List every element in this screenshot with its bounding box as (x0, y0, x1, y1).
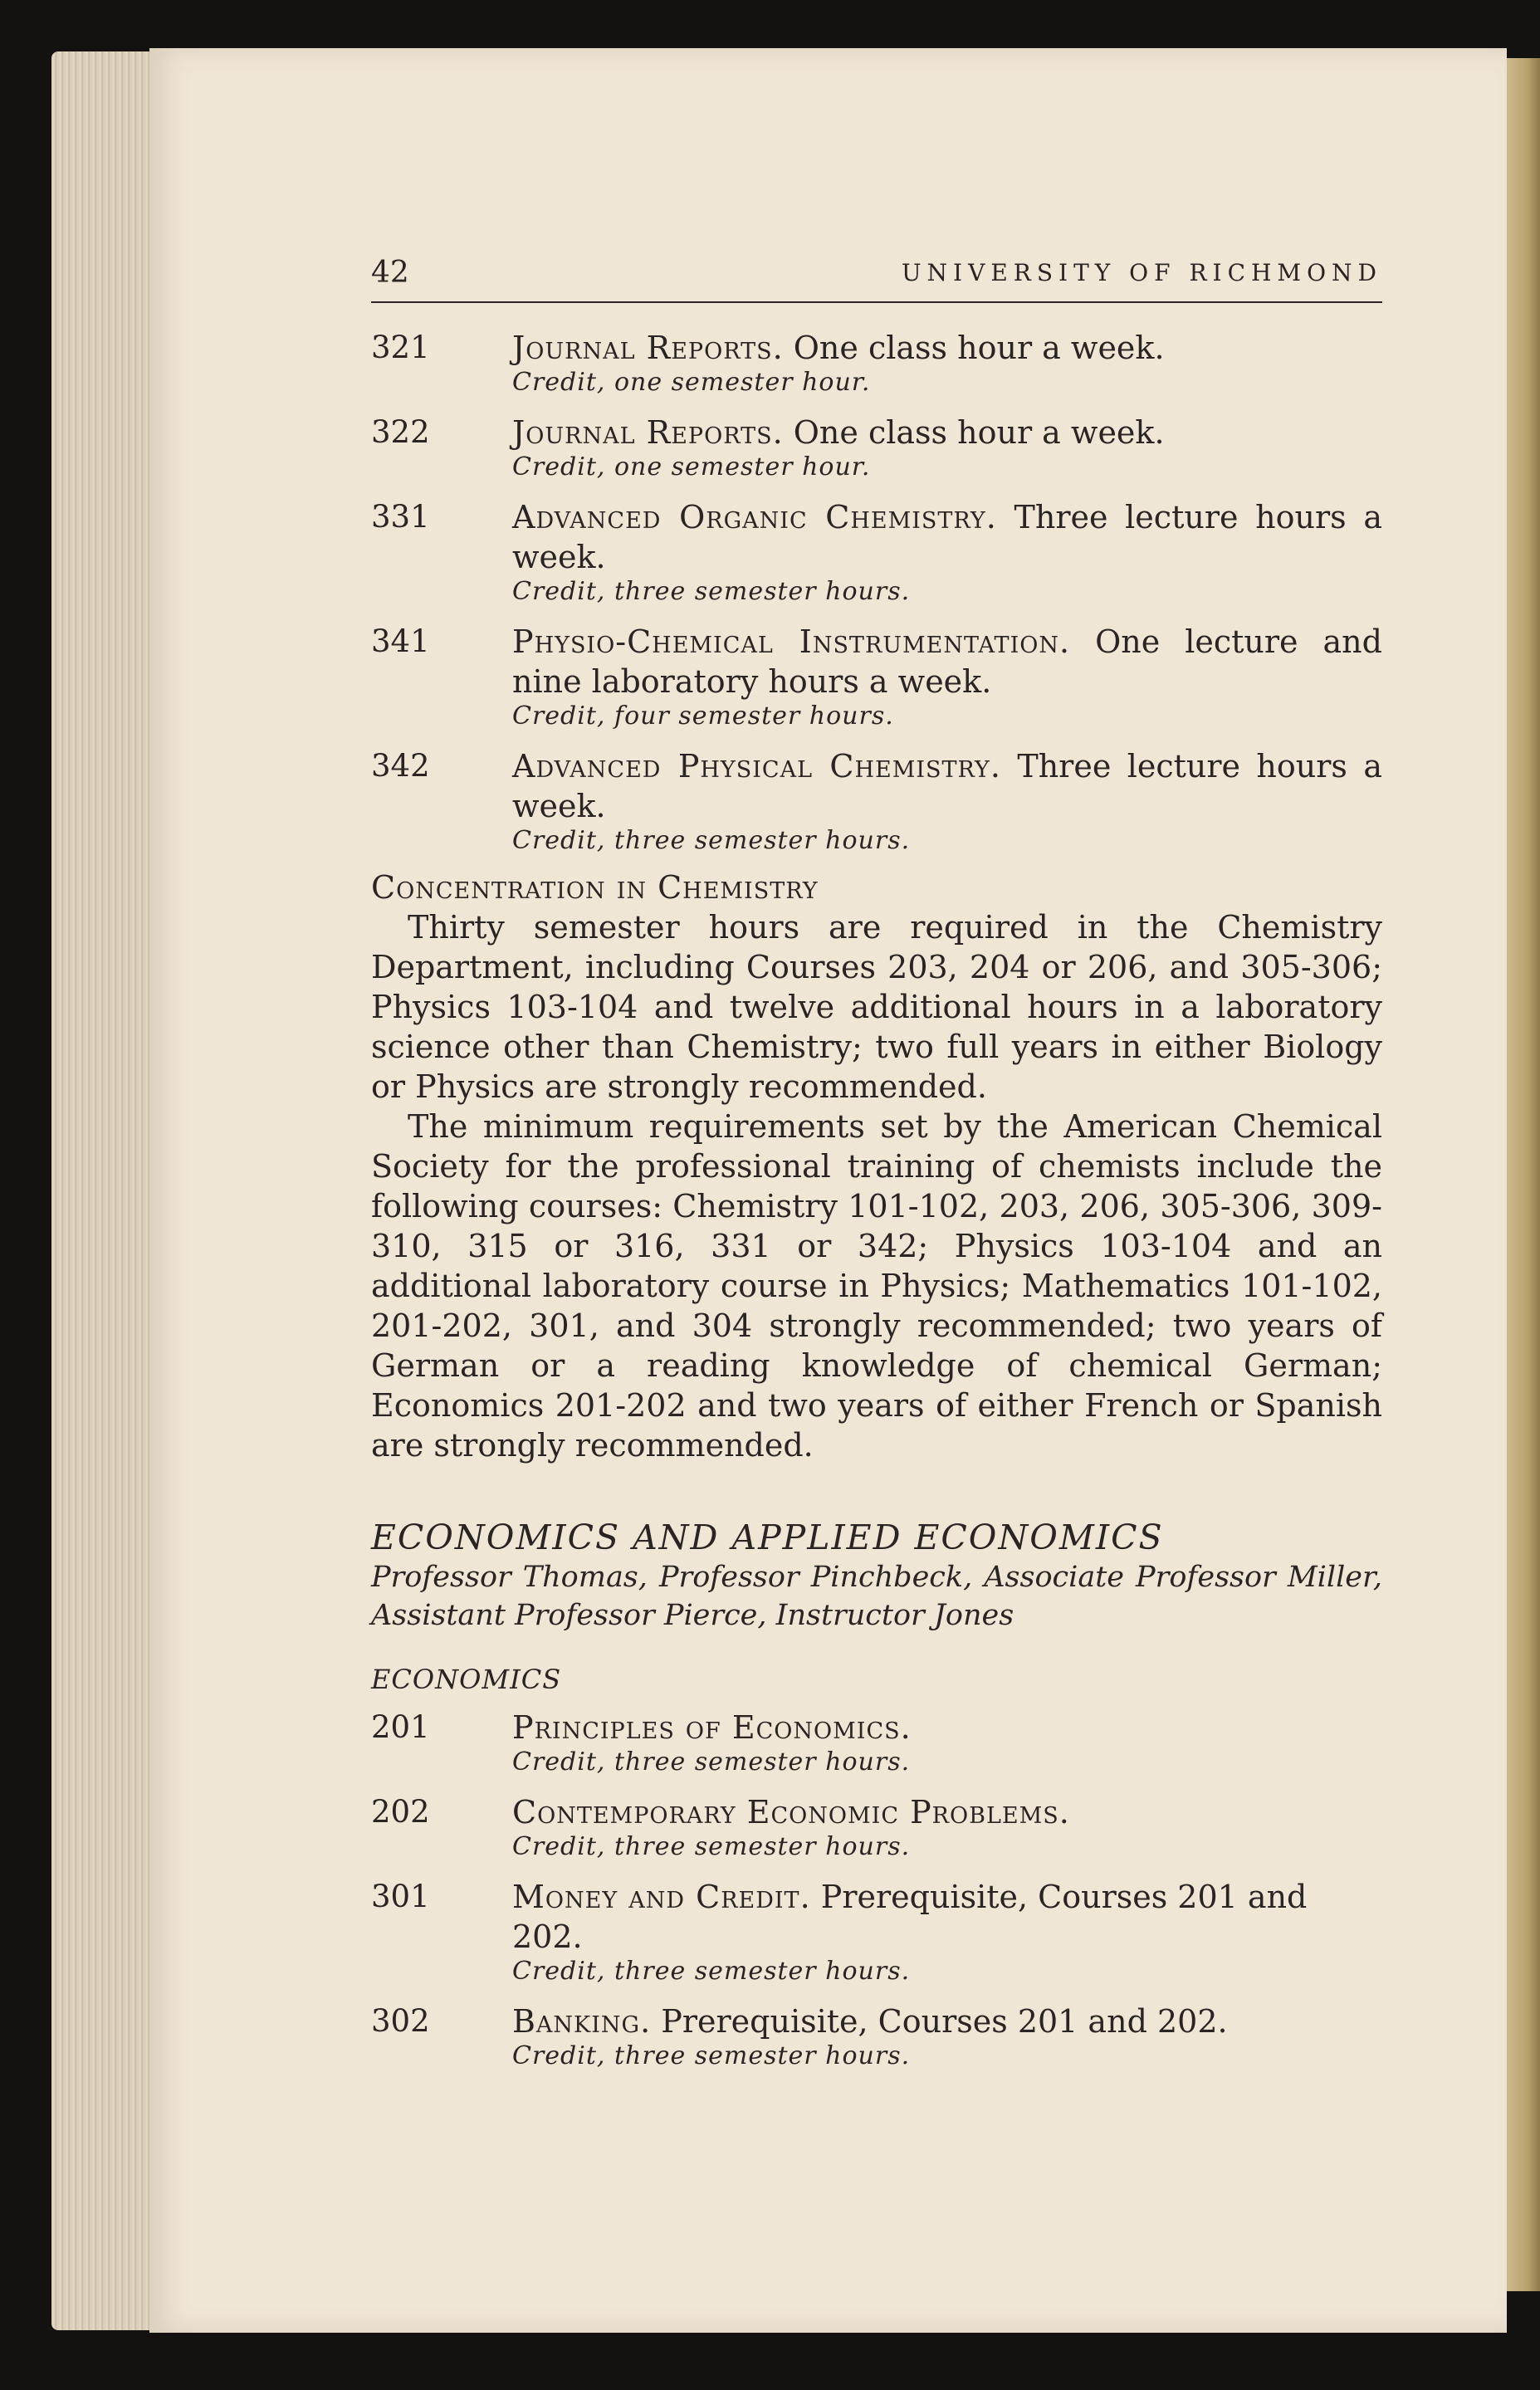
facing-page-edge (1507, 58, 1540, 2291)
course-title: Physio-Chemical Instrumentation. (512, 623, 1071, 660)
course-title: Principles of Economics. (512, 1709, 912, 1746)
course-number: 201 (371, 1709, 430, 1745)
course-title: Banking. (512, 2003, 652, 2040)
course-entry (371, 413, 1382, 482)
course-entry (371, 746, 1382, 856)
course-number: 302 (371, 2003, 430, 2039)
course-title: Contemporary Economic Problems. (512, 1794, 1070, 1830)
course-credit: Credit, three semester hours. (512, 1957, 911, 1986)
course-credit: Credit, four semester hours. (512, 701, 894, 731)
course-title: Money and Credit. (512, 1879, 811, 1915)
running-title: UNIVERSITY OF RICHMOND (901, 259, 1382, 286)
course-credit: Credit, three semester hours. (512, 2041, 911, 2070)
course-description: Three lecture hours a week. (512, 748, 1382, 824)
department-staff: Professor Thomas, Professor Pinchbeck, Associate Professor Miller, Assistant Professor Pierce, Instructor Jones (371, 1561, 1382, 1632)
running-header (371, 253, 1382, 293)
course-number: 322 (371, 414, 430, 450)
course-entry (371, 1877, 1382, 1987)
course-entry (371, 497, 1382, 607)
course-number: 202 (371, 1794, 430, 1830)
course-description: One lecture and nine laboratory hours a week. (512, 623, 1382, 700)
course-number: 331 (371, 499, 430, 535)
course-entry (371, 2001, 1382, 2071)
page-content (371, 253, 1382, 2071)
course-number: 341 (371, 623, 430, 659)
course-description: Three lecture hours a week. (512, 499, 1382, 575)
course-title: Advanced Organic Chemistry. (512, 499, 997, 535)
course-number: 321 (371, 330, 430, 365)
page-edges (51, 51, 159, 2330)
concentration-heading: Concentration in Chemistry (371, 869, 819, 906)
course-credit: Credit, one semester hour. (512, 368, 871, 397)
section-subheading: ECONOMICS (371, 1664, 562, 1695)
department-heading: ECONOMICS AND APPLIED ECONOMICS (371, 1518, 1164, 1557)
course-credit: Credit, three semester hours. (512, 1832, 911, 1861)
course-credit: Credit, three semester hours. (512, 826, 911, 855)
course-number: 301 (371, 1879, 430, 1914)
course-credit: Credit, one semester hour. (512, 452, 871, 481)
course-title: Journal Reports. (512, 414, 784, 451)
course-description: One class hour a week. (793, 414, 1165, 451)
course-title: Advanced Physical Chemistry. (512, 748, 1001, 784)
course-description: Prerequisite, Courses 201 and 202. (512, 1879, 1308, 1955)
course-credit: Credit, three semester hours. (512, 1747, 911, 1777)
course-title: Journal Reports. (512, 330, 784, 366)
course-entry (371, 1708, 1382, 1777)
course-description: One class hour a week. (793, 330, 1165, 366)
course-entry (371, 1792, 1382, 1862)
concentration-paragraph: Thirty semester hours are required in the Chemistry Department, including Courses 203, 204 or 206, and 305-306; Physics 103-104 and twelve additional hours in a laboratory science other than Chemistry; two full years in either Biology or Physics are strongly recommended. (371, 909, 1382, 1105)
course-description: Prerequisite, Courses 201 and 202. (661, 2003, 1228, 2040)
course-entry (371, 622, 1382, 731)
course-entry (371, 328, 1382, 398)
course-number: 342 (371, 748, 430, 784)
requirements-paragraph: The minimum requirements set by the American Chemical Society for the professional training of chemists include the following courses: Chemistry 101-102, 203, 206, 305-306, 309-310, 315 or 316, 331 or 342; Physics 103-104 and an additional laboratory course in Physics; Mathematics 101-102, 201-202, 301, and 304 strongly recommended; two years of German or a reading knowledge of chemical German; Economics 201-202 and two years of either French or Spanish are strongly recommended. (371, 1108, 1382, 1464)
page-number: 42 (371, 256, 409, 290)
course-credit: Credit, three semester hours. (512, 577, 911, 606)
